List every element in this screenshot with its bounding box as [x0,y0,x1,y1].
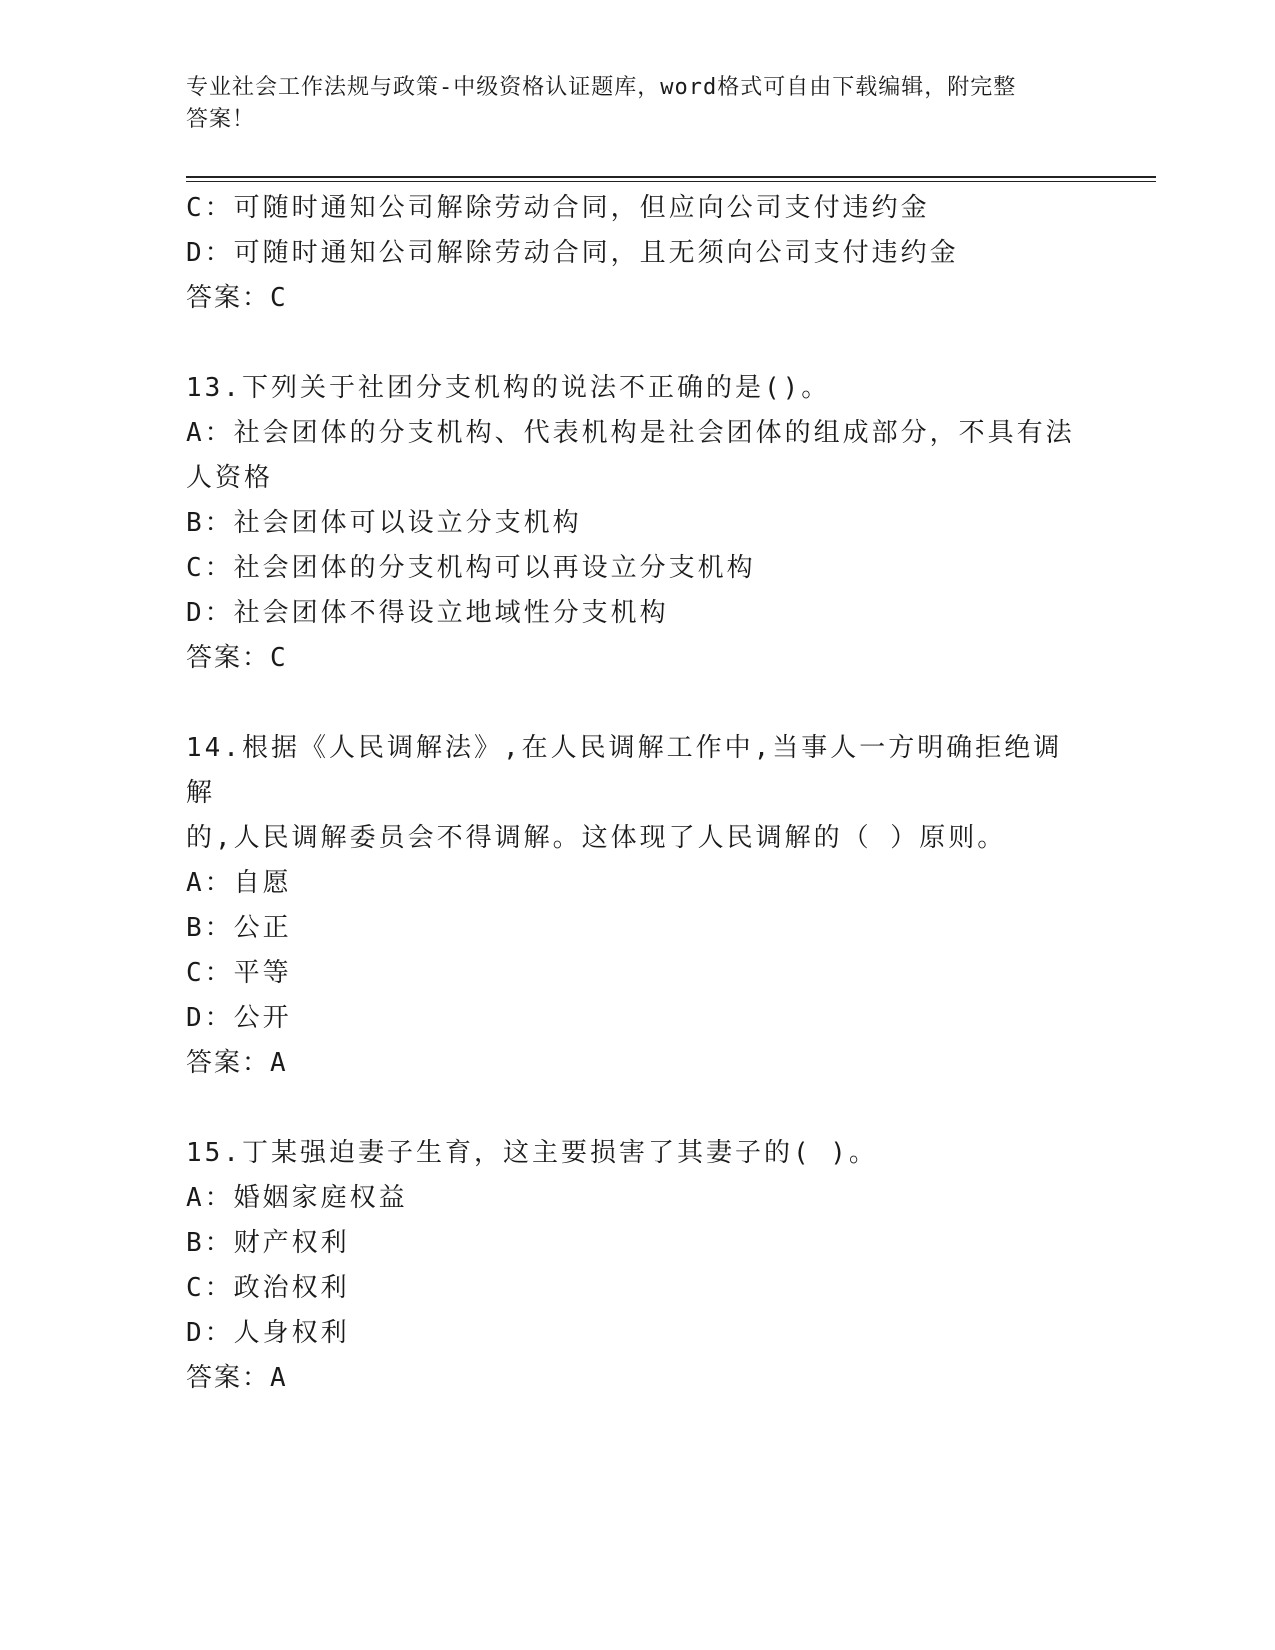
q14-option-b: B：公正 [186,913,292,943]
spacer [186,1086,1086,1131]
prev-option-c: C：可随时通知公司解除劳动合同，但应向公司支付违约金 [186,193,930,223]
q14-option-c: C：平等 [186,958,292,988]
q15-option-d: D：人身权利 [186,1318,350,1348]
answer-label: 答案： [186,1048,271,1078]
header-rule-thick [186,176,1156,178]
header-line-2: 答案！ [186,107,256,132]
q13-option-c: C：社会团体的分支机构可以再设立分支机构 [186,553,756,583]
header-line-1: 专业社会工作法规与政策-中级资格认证题库，word格式可自由下载编辑，附完整 [186,75,1017,100]
q15-option-c: C：政治权利 [186,1273,350,1303]
q15-option-b: B：财产权利 [186,1228,350,1258]
q15-answer [186,1356,1086,1401]
q13-answer [186,636,1086,681]
q14-stem: 14.根据《人民调解法》,在人民调解工作中,当事人一方明确拒绝调解 [186,733,1063,808]
q15-stem: 15.丁某强迫妻子生育，这主要损害了其妻子的( )。 [186,1138,878,1168]
q14-option-d: D：公开 [186,1003,292,1033]
q14-option-a: A：自愿 [186,868,292,898]
answer-label: 答案： [186,643,271,673]
prev-answer [186,276,1086,321]
answer-value: A [270,1363,288,1393]
q13-stem: 13.下列关于社团分支机构的说法不正确的是()。 [186,373,831,403]
q14-stem-cont: 的,人民调解委员会不得调解。这体现了人民调解的（ ）原则。 [186,823,1007,853]
spacer [186,321,1086,366]
answer-value: C [270,643,288,673]
answer-value: C [270,283,288,313]
page-header [186,72,1086,136]
q13-option-b: B：社会团体可以设立分支机构 [186,508,582,538]
prev-option-d: D：可随时通知公司解除劳动合同，且无须向公司支付违约金 [186,238,959,268]
q13-option-d: D：社会团体不得设立地域性分支机构 [186,598,669,628]
answer-value: A [270,1048,288,1078]
q14-answer [186,1041,1086,1086]
q13-option-a: A：社会团体的分支机构、代表机构是社会团体的组成部分，不具有法 [186,418,1075,448]
spacer [186,681,1086,726]
q13-option-a-cont: 人资格 [186,463,274,493]
answer-label: 答案： [186,1363,271,1393]
answer-label: 答案： [186,283,271,313]
q15-option-a: A：婚姻家庭权益 [186,1183,408,1213]
header-rule-thin [186,181,1156,182]
question-content [186,186,1086,1401]
